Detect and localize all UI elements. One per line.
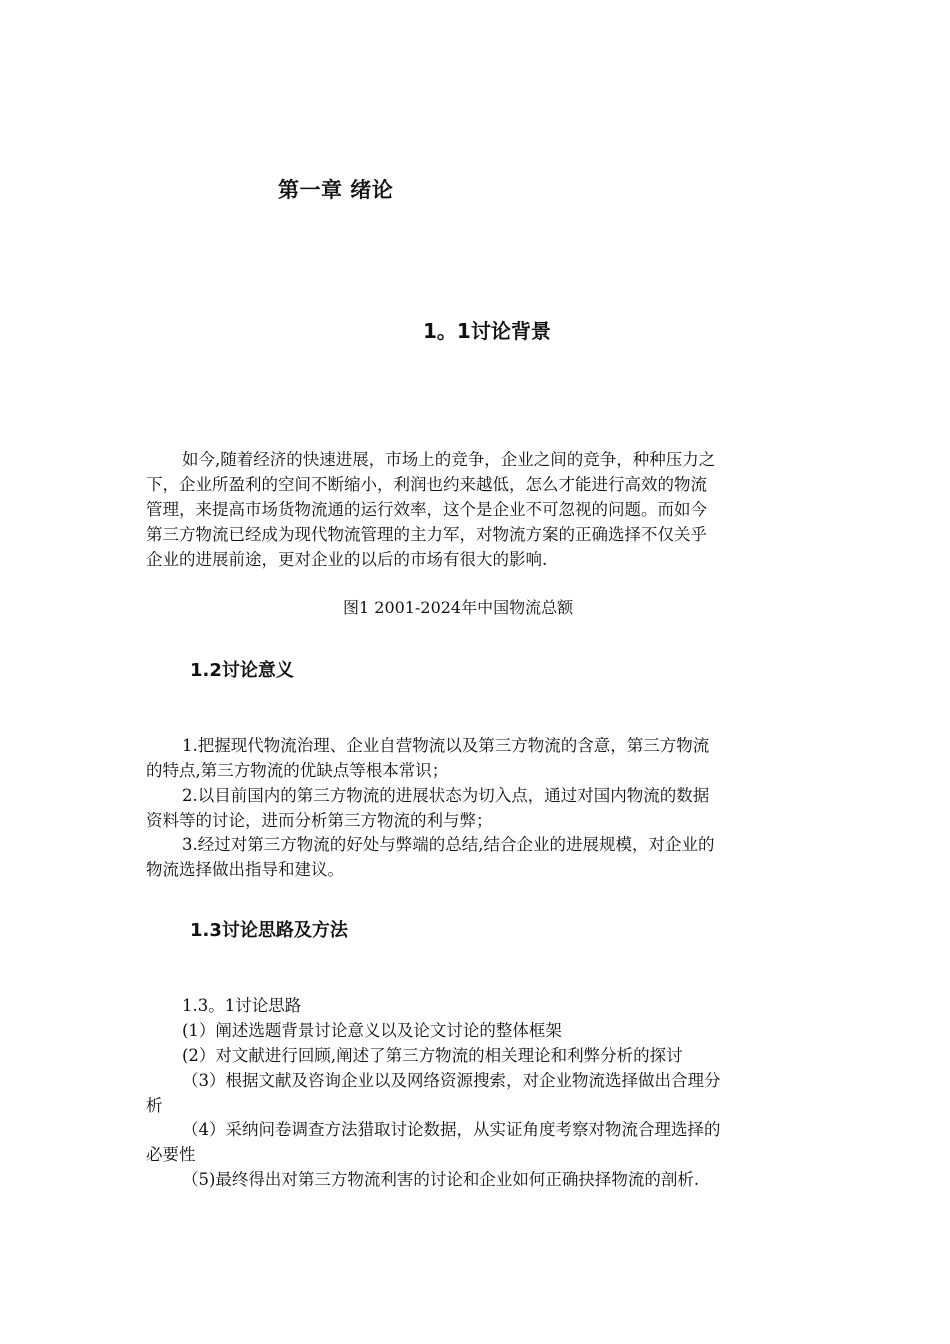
paragraph-line: （5)最终得出对第三方物流利害的讨论和企业如何正确抉择物流的剖析. <box>182 1170 700 1189</box>
paragraph-line: 1.3。1讨论思路 <box>182 996 302 1015</box>
paragraph-line: 2.以目前国内的第三方物流的进展状态为切入点，通过对国内物流的数据 <box>182 786 710 805</box>
section-heading-1-2: 1.2讨论意义 <box>190 660 294 681</box>
paragraph-line: 1.把握现代物流治理、企业自营物流以及第三方物流的含意，第三方物流 <box>182 736 710 755</box>
chapter-title: 第一章 绪论 <box>278 178 394 202</box>
paragraph-line: 下，企业所盈利的空间不断缩小，利润也约来越低，怎么才能进行高效的物流 <box>146 475 707 494</box>
figure-caption: 图1 2001-2024年中国物流总额 <box>343 598 574 617</box>
paragraph-line: 析 <box>146 1096 163 1115</box>
paragraph-line: （3）根据文献及咨询企业以及网络资源搜索，对企业物流选择做出合理分 <box>182 1071 721 1090</box>
paragraph-line: 企业的进展前途，更对企业的以后的市场有很大的影响. <box>146 550 548 569</box>
section-heading-1-1: 1。1讨论背景 <box>423 319 551 343</box>
paragraph-line: (1）阐述选题背景讨论意义以及论文讨论的整体框架 <box>182 1021 562 1040</box>
paragraph-line: 第三方物流已经成为现代物流管理的主力军，对物流方案的正确选择不仅关乎 <box>146 525 707 544</box>
section-heading-1-3: 1.3讨论思路及方法 <box>190 920 348 941</box>
paragraph-line: 3.经过对第三方物流的好处与弊端的总结,结合企业的进展规模，对企业的 <box>182 835 715 854</box>
paragraph-line: （4）采纳问卷调查方法猎取讨论数据，从实证角度考察对物流合理选择的 <box>182 1120 721 1139</box>
paragraph-line: 管理，来提高市场货物流通的运行效率，这个是企业不可忽视的问题。而如今 <box>146 500 707 519</box>
paragraph-line: 必要性 <box>146 1145 196 1164</box>
paragraph-line: 物流选择做出指导和建议。 <box>146 860 344 879</box>
paragraph-line: 资料等的讨论，进而分析第三方物流的利与弊； <box>146 811 493 830</box>
paragraph-line: (2）对文献进行回顾,阐述了第三方物流的相关理论和利弊分析的探讨 <box>182 1046 683 1065</box>
paragraph-line: 的特点,第三方物流的优缺点等根本常识； <box>146 761 449 780</box>
paragraph-line: 如今,随着经济的快速进展，市场上的竞争，企业之间的竞争，种种压力之 <box>182 450 716 469</box>
